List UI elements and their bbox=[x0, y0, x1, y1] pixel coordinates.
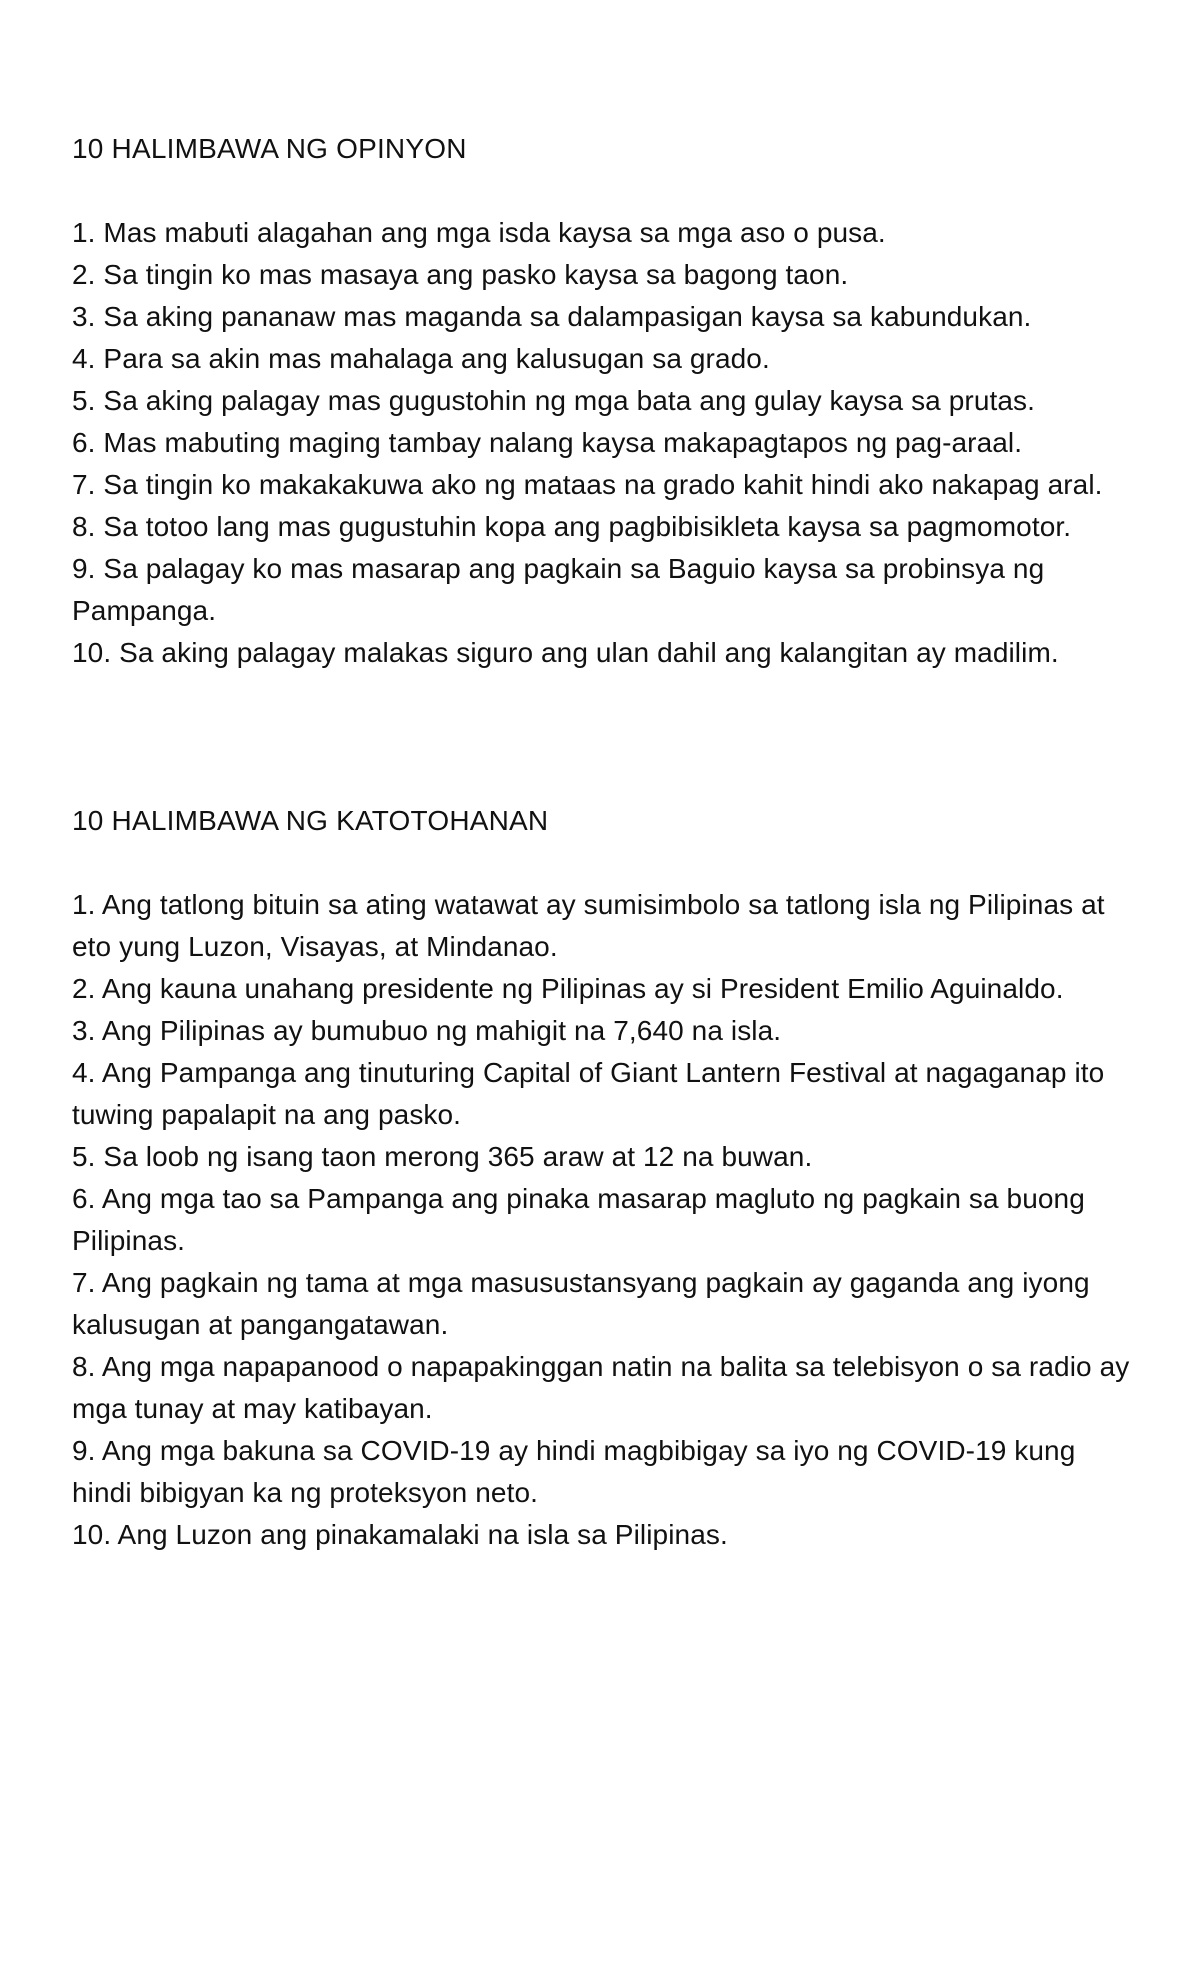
list-item: 1. Mas mabuti alagahan ang mga isda kaysa sa mga aso o pusa. bbox=[72, 217, 886, 248]
list-item: 6. Mas mabuting maging tambay nalang kaysa makapagtapos ng pag-araal. bbox=[72, 427, 1023, 458]
list-item: 10. Sa aking palagay malakas siguro ang ulan dahil ang kalangitan ay madilim. bbox=[72, 637, 1059, 668]
list-item: 3. Ang Pilipinas ay bumubuo ng mahigit na 7,640 na isla. bbox=[72, 1015, 782, 1046]
opinion-list bbox=[72, 212, 1142, 674]
fact-list bbox=[72, 884, 1142, 1556]
list-item: 1. Ang tatlong bituin sa ating watawat ay sumisimbolo sa tatlong isla ng Pilipinas at eto yung Luzon, Visayas, at Mindanao. bbox=[72, 889, 1105, 962]
list-item: 2. Ang kauna unahang presidente ng Pilipinas ay si President Emilio Aguinaldo. bbox=[72, 973, 1064, 1004]
list-item: 5. Sa aking palagay mas gugustohin ng mga bata ang gulay kaysa sa prutas. bbox=[72, 385, 1036, 416]
opinion-section bbox=[72, 128, 1142, 674]
list-item: 3. Sa aking pananaw mas maganda sa dalampasigan kaysa sa kabundukan. bbox=[72, 301, 1032, 332]
list-item: 4. Ang Pampanga ang tinuturing Capital of Giant Lantern Festival at nagaganap ito tuwing papalapit na ang pasko. bbox=[72, 1057, 1105, 1130]
list-item: 8. Ang mga napapanood o napapakinggan natin na balita sa telebisyon o sa radio ay mga tunay at may katibayan. bbox=[72, 1351, 1130, 1424]
list-item: 6. Ang mga tao sa Pampanga ang pinaka masarap magluto ng pagkain sa buong Pilipinas. bbox=[72, 1183, 1085, 1256]
list-item: 9. Ang mga bakuna sa COVID-19 ay hindi magbibigay sa iyo ng COVID-19 kung hindi bibigyan ka ng proteksyon neto. bbox=[72, 1435, 1076, 1508]
list-item: 4. Para sa akin mas mahalaga ang kalusugan sa grado. bbox=[72, 343, 770, 374]
list-item: 7. Sa tingin ko makakakuwa ako ng mataas na grado kahit hindi ako nakapag aral. bbox=[72, 469, 1103, 500]
fact-section-title: 10 HALIMBAWA NG KATOTOHANAN bbox=[72, 805, 549, 836]
list-item: 10. Ang Luzon ang pinakamalaki na isla sa Pilipinas. bbox=[72, 1519, 728, 1550]
list-item: 7. Ang pagkain ng tama at mga masusustansyang pagkain ay gaganda ang iyong kalusugan at pangangatawan. bbox=[72, 1267, 1090, 1340]
list-item: 8. Sa totoo lang mas gugustuhin kopa ang pagbibisikleta kaysa sa pagmomotor. bbox=[72, 511, 1072, 542]
fact-section bbox=[72, 800, 1142, 1556]
list-item: 9. Sa palagay ko mas masarap ang pagkain sa Baguio kaysa sa probinsya ng Pampanga. bbox=[72, 553, 1045, 626]
document-page bbox=[72, 128, 1142, 1556]
list-item: 2. Sa tingin ko mas masaya ang pasko kaysa sa bagong taon. bbox=[72, 259, 849, 290]
list-item: 5. Sa loob ng isang taon merong 365 araw at 12 na buwan. bbox=[72, 1141, 813, 1172]
opinion-section-title: 10 HALIMBAWA NG OPINYON bbox=[72, 133, 467, 164]
